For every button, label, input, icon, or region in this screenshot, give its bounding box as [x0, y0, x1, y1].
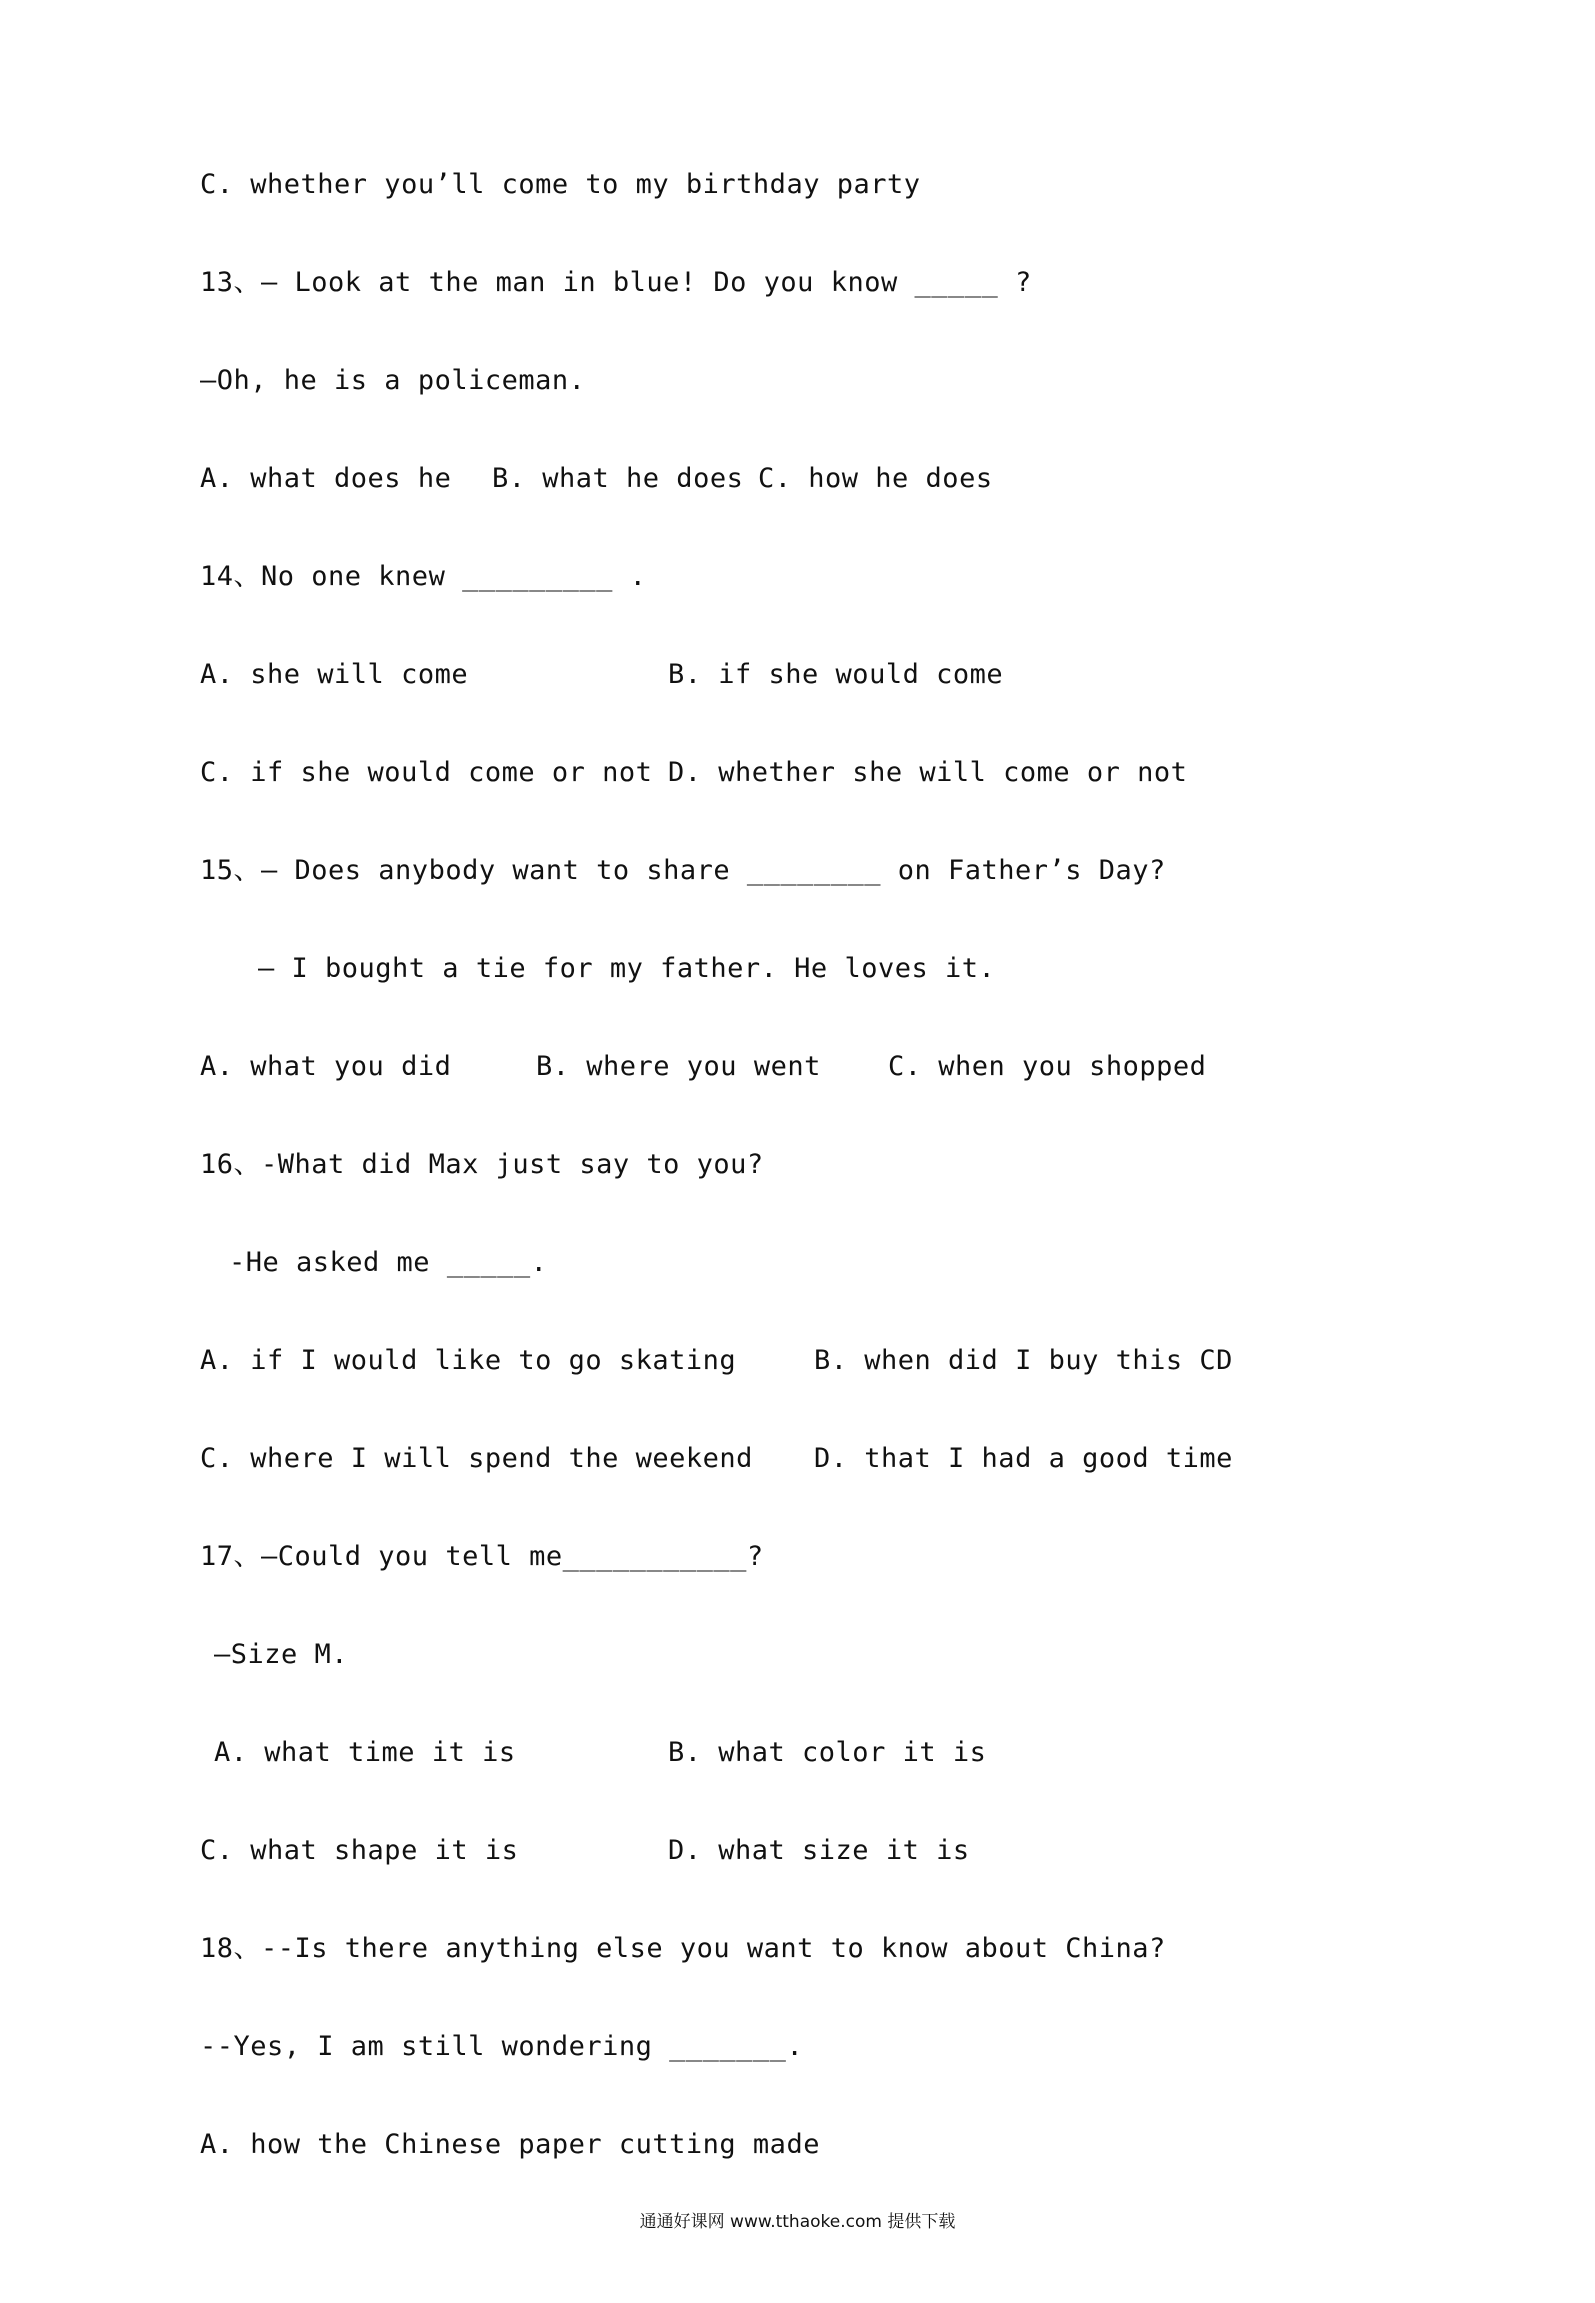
q15-option-c: C. when you shopped	[888, 1051, 1207, 1082]
q17-option-c: C. what shape it is	[200, 1835, 519, 1866]
q17-answer: —Size M.	[214, 1639, 349, 1670]
q14-option-c: C. if she would come or not	[200, 757, 653, 788]
q17-question: 17、—Could you tell me___________?	[200, 1541, 764, 1572]
q17-option-a: A. what time it is	[214, 1737, 516, 1768]
q15-question: 15、— Does anybody want to share ________ on Father’s Day?	[200, 855, 1166, 886]
q15-option-a: A. what you did	[200, 1051, 452, 1082]
q16-option-d: D. that I had a good time	[814, 1443, 1233, 1474]
q13-question: 13、— Look at the man in blue! Do you know _____ ?	[200, 267, 1032, 298]
q14-option-d: D. whether she will come or not	[668, 757, 1188, 788]
q15-answer: — I bought a tie for my father. He loves it.	[258, 953, 996, 984]
q13-option-c: C. how he does	[758, 463, 993, 494]
q17-option-b: B. what color it is	[668, 1737, 987, 1768]
q18-question: 18、--Is there anything else you want to know about China?	[200, 1933, 1166, 1964]
q13-option-a: A. what does he	[200, 463, 452, 494]
q18-option-a: A. how the Chinese paper cutting made	[200, 2129, 820, 2160]
q16-option-a: A. if I would like to go skating	[200, 1345, 737, 1376]
q13-option-b: B. what he does	[492, 463, 744, 494]
q16-question: 16、-What did Max just say to you?	[200, 1149, 764, 1180]
q18-answer: --Yes, I am still wondering _______.	[200, 2031, 804, 2062]
q13-answer: —Oh, he is a policeman.	[200, 365, 586, 396]
page-footer: 通通好课网 www.tthaoke.com 提供下载	[639, 2212, 956, 2232]
q14-option-b: B. if she would come	[668, 659, 1004, 690]
q14-question: 14、No one knew _________ .	[200, 561, 647, 592]
q12-option-c: C. whether you’ll come to my birthday party	[200, 169, 921, 200]
q14-option-a: A. she will come	[200, 659, 469, 690]
q17-option-d: D. what size it is	[668, 1835, 970, 1866]
q16-option-b: B. when did I buy this CD	[814, 1345, 1233, 1376]
q15-option-b: B. where you went	[536, 1051, 821, 1082]
q16-option-c: C. where I will spend the weekend	[200, 1443, 753, 1474]
q16-answer: -He asked me _____.	[229, 1247, 548, 1278]
